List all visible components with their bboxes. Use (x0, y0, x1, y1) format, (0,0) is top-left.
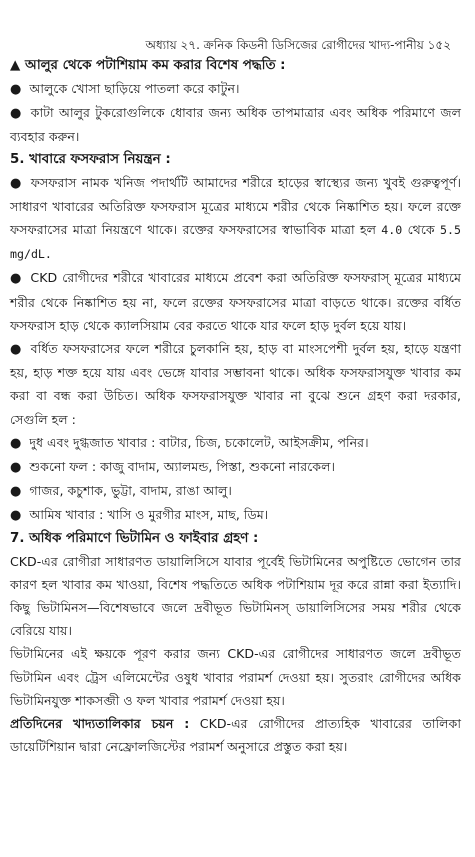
bullet-dairy: ● দুধ এবং দুগ্ধজাত খাবার : বাটার, চিজ, চকোলেট, আইসক্রীম, পনির। (10, 434, 369, 451)
range-high: 5.5 mg/dL. (10, 223, 461, 262)
vitamin-paragraph-1: CKD-এর রোগীরা সাধারণত ডায়ালিসিসে যাবার পূর্বেই ভিটামিনের অপুষ্টিতে ভোগেন তার কারণ হল খাবার কম খাওয়া, বিশেষ পদ্ধতিতে অধিক পটাশিয়াম দূর করে রান্না করা ইত্যাদি। কিছু ভিটামিনস—বিশেষভাবে জলে দ্রবীভূত ভিটামিনস্ ডায়ালিসিসের সময় শরীর থেকে বেরিয়ে যায়। (10, 553, 461, 639)
bullet-icon: ● (10, 508, 22, 524)
running-header: অধ্যায় ২৭. ক্রনিক কিডনী ডিসিজের রোগীদের খাদ্য-পানীয় ১৫২ (145, 38, 451, 52)
bullet-icon: ● (10, 342, 23, 358)
bullet-excess-effects: ● বর্ধিত ফসফরাসের ফলে শরীরে চুলকানি হয়, হাড় বা মাংসপেশী দুর্বল হয়, হাড়ে যন্ত্রণা হয়, হাড় শক্ত হয়ে যায় এবং ভেঙ্গে যাবার সম্ভাবনা থাকে। অধিক ফসফরাসযুক্ত খাবার কম করা বা বন্ধ করা উচিত। অধিক ফসফরাসযুক্ত খাবার না বুঝে শুনে গ্রহণ করা দরকার, সেগুলি হল : (10, 341, 462, 427)
bullet-non-veg: ● আমিষ খাবার : খাসি ও মুরগীর মাংস, মাছ, ডিম। (10, 507, 269, 524)
bullet-icon: ● (10, 460, 22, 476)
vitamin-paragraph-2: ভিটামিনের এই ক্ষয়কে পূরণ করার জন্য CKD-এর রোগীদের সাধারণত জলে দ্রবীভূত ভিটামিন এবং ট্রেস এলিমেন্টের ওষুধ খাবার পরামর্শ দেওয়া হয়। সুতরাং রোগীদের অধিক ভিটামিনযুক্ত শাকসব্জী ও ফল খাবার পরামর্শ দেওয়া হয়। (10, 646, 461, 708)
bullet-wash: ● কাটা আলুর টুকরোগুলিকে ধোবার জন্য অধিক তাপমাত্রার এবং অধিক পরিমাণে জল ব্যবহার করুন। (10, 105, 462, 145)
diet-chart-label: প্রতিদিনের খাদ্যতালিকার চয়ন : (10, 716, 190, 732)
vitamin-heading: 7. অধিক পরিমাণে ভিটামিন ও ফাইবার গ্রহণ : (10, 530, 259, 546)
bullet-vegetables: ● গাজর, কচুশাক, ভুট্টা, বাদাম, রাঙা আলু। (10, 483, 232, 500)
bullet-icon: ● (10, 82, 22, 97)
range-low: 4.0 (381, 223, 403, 238)
diet-chart-paragraph: প্রতিদিনের খাদ্যতালিকার চয়ন : CKD-এর রোগীদের প্রাত্যহিক খাবারের তালিকা ডায়েটিশিয়ান দ্বারা নেফ্রোলজিস্টের পরামর্শ অনুসারে প্রস্তুত করা হয়। (10, 716, 461, 755)
bullet-icon: ● (10, 484, 22, 500)
bullet-ckd-phosphorus: ● CKD রোগীদের শরীরে খাবারের মাধ্যমে প্রবেশ করা অতিরিক্ত ফসফরাস্ মূত্রের মাধ্যমে শরীর থেকে নিষ্কাশিত হয় না, ফলে রক্তের ফসফরাসের মাত্রা বাড়তে থাকে। রক্তের বর্ধিত ফসফরাস হাড় থেকে ক্যালসিয়াম বের করতে থাকে যার ফলে হাড় দুর্বল হয়ে যায়। (10, 270, 462, 333)
bullet-icon: ● (10, 435, 22, 451)
bullet-icon: ● (10, 175, 23, 191)
potato-heading: ▲ আলুর থেকে পটাশিয়াম কম করার বিশেষ পদ্ধতি : (10, 58, 286, 73)
phosphorus-heading: 5. খাবারে ফসফরাস নিয়ন্ত্রন : (10, 151, 171, 167)
bullet-icon: ● (10, 271, 23, 287)
bullet-icon: ● (10, 106, 23, 122)
bullet-dry-fruit: ● শুকনো ফল : কাজু বাদাম, অ্যালমন্ড, পিস্তা, শুকনো নারকেল। (10, 459, 335, 476)
bullet-phosphorus-intro: ● ফসফরাস নামক খনিজ পদার্থটি আমাদের শরীরে হাড়ের স্বাস্থ্যের জন্য খুবই গুরুত্বপূর্ণ। সাধারণ খাবারের অতিরিক্ত ফসফরাস মূত্রের মাধ্যমে শরীর থেকে নিষ্কাশিত হয়। ফলে রক্তে ফসফরাসের মাত্রা নিয়ন্ত্রণে থাকে। রক্তের ফসফরাসের স্বাভাবিক মাত্রা হল 4.0 থেকে 5.5 mg/dL. (10, 174, 461, 262)
bullet-peel: ● আলুকে খোসা ছাড়িয়ে পাতলা করে কাটুন। (10, 81, 240, 97)
